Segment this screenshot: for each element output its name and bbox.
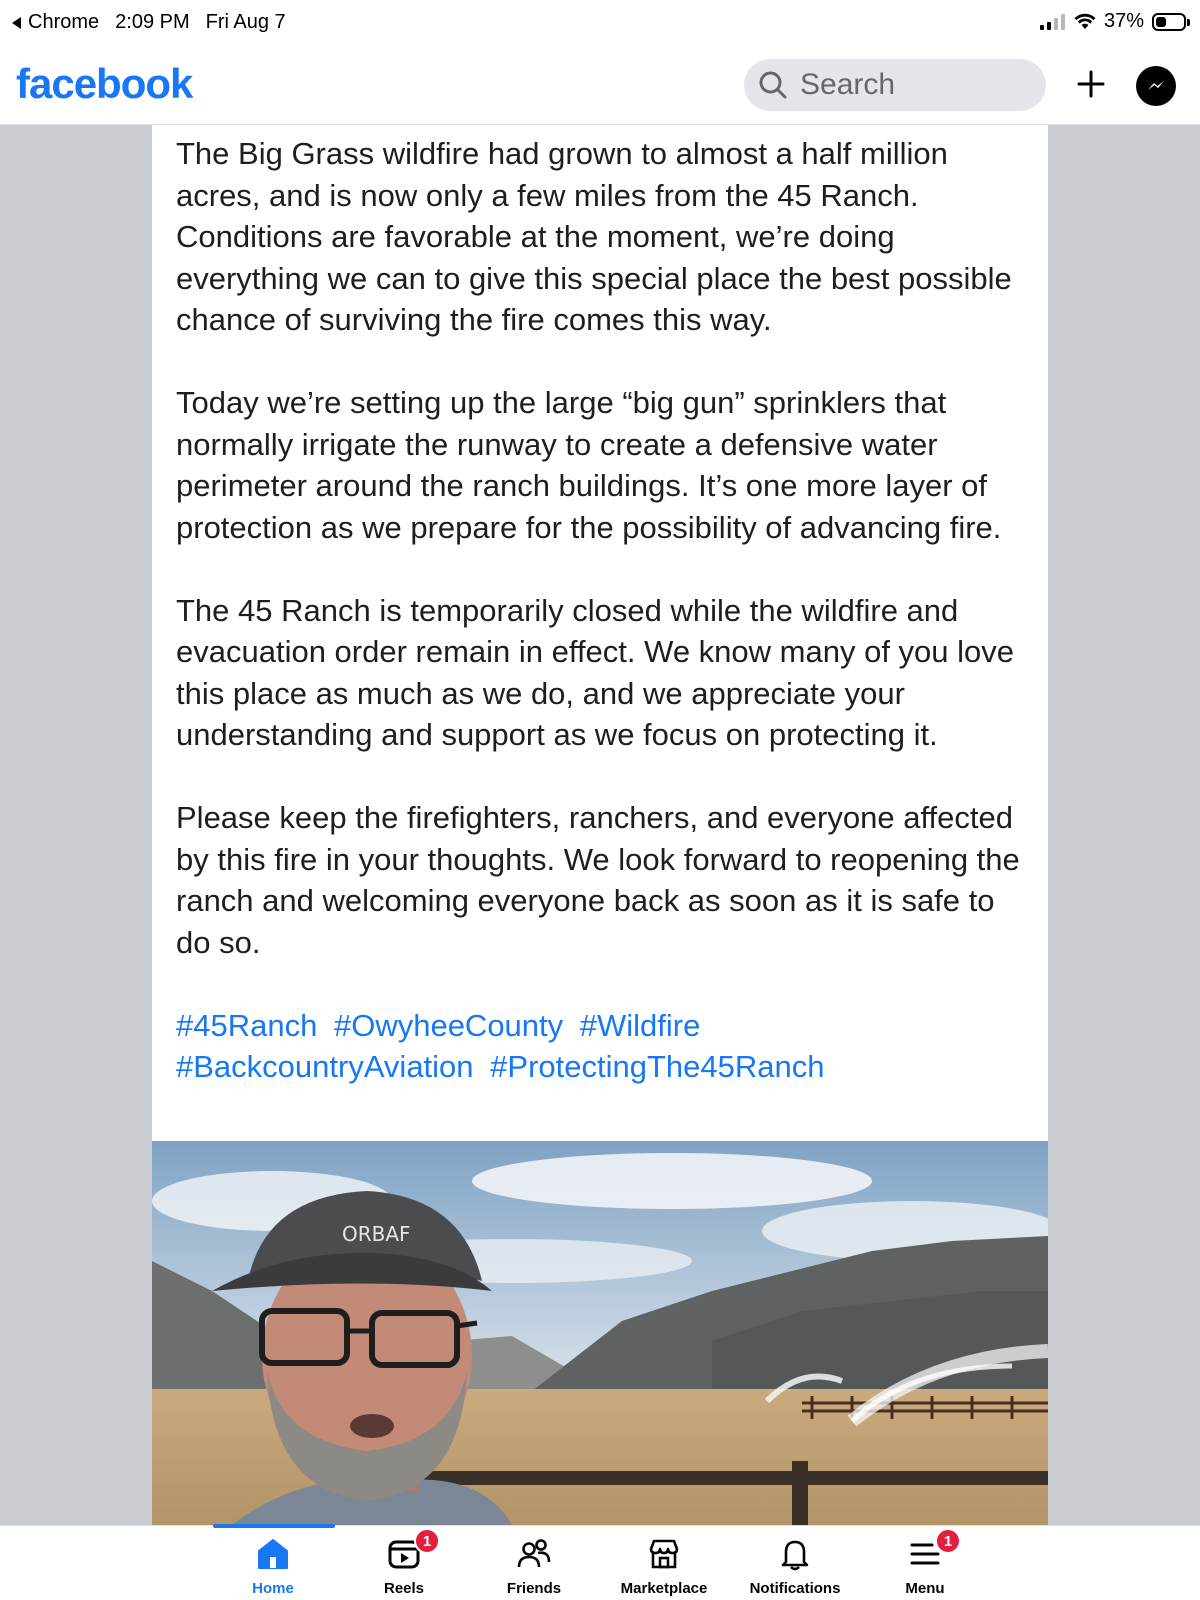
bottom-nav xyxy=(0,1525,1200,1600)
reels-badge: 1 xyxy=(414,1528,440,1554)
create-button[interactable] xyxy=(1074,62,1108,106)
status-bar xyxy=(0,0,1200,46)
status-date: Fri Aug 7 xyxy=(205,11,286,33)
nav-reels[interactable] xyxy=(339,1534,469,1598)
status-left xyxy=(10,11,286,34)
hashtag-link[interactable]: #Wildfire xyxy=(579,1007,701,1043)
plus-icon xyxy=(1077,70,1105,98)
nav-label: Reels xyxy=(383,1580,425,1597)
hashtag-link[interactable]: #ProtectingThe45Ranch xyxy=(490,1049,825,1084)
post-paragraph: The 45 Ranch is temporarily closed while the wildfire and evacuation order remain in effect. We know many of you love this place as much as we do, and we appreciate your understanding and support as we focus on protecting it. xyxy=(176,592,1015,752)
nav-label: Home xyxy=(252,1580,294,1597)
back-triangle-icon xyxy=(10,16,22,30)
post-paragraph: Today we’re setting up the large “big gun” sprinklers that normally irrigate the runway to create a defensive water perimeter around the ranch buildings. It’s one more layer of protection as we prepare for the possibility of advancing fire. xyxy=(176,385,1002,545)
hat-logo-text: ORBAF xyxy=(342,1222,411,1246)
hashtag-link[interactable]: #OwyheeCounty xyxy=(333,1007,564,1043)
bell-icon xyxy=(775,1534,815,1574)
marketplace-icon xyxy=(644,1534,684,1574)
hashtag-link[interactable]: #BackcountryAviation xyxy=(176,1049,474,1084)
friends-icon xyxy=(514,1534,554,1574)
post-video[interactable] xyxy=(152,1141,1048,1525)
nav-friends[interactable] xyxy=(469,1534,599,1598)
search-bar[interactable] xyxy=(744,59,1046,111)
cellular-signal-icon xyxy=(1040,14,1066,30)
nav-label: Notifications xyxy=(749,1580,841,1597)
post-paragraph: The Big Grass wildfire had grown to almost a half million acres, and is now only a few miles from the 45 Ranch. Conditions are favorable at the moment, we’re doing everything we can to give this special place the best possible chance of surviving the fire comes this way. xyxy=(176,136,1012,337)
post-card xyxy=(152,125,1048,1525)
hashtags xyxy=(176,1005,1024,1088)
battery-icon xyxy=(1152,13,1186,31)
reels-icon xyxy=(384,1532,432,1574)
active-tab-indicator xyxy=(213,1524,335,1528)
video-thumbnail xyxy=(152,1141,1048,1525)
battery-level xyxy=(1156,17,1166,27)
battery-percent: 37% xyxy=(1103,10,1144,32)
nav-home[interactable] xyxy=(208,1534,338,1598)
post-body xyxy=(152,125,1048,1088)
nav-label: Friends xyxy=(506,1580,562,1597)
facebook-logo[interactable]: facebook xyxy=(16,60,193,107)
nav-label: Menu xyxy=(905,1580,945,1597)
back-app-label: Chrome xyxy=(28,11,100,33)
nav-label: Marketplace xyxy=(620,1580,708,1597)
status-time: 2:09 PM xyxy=(115,11,190,33)
nav-notifications[interactable] xyxy=(730,1534,860,1598)
nav-marketplace[interactable] xyxy=(599,1534,729,1598)
hashtag-link[interactable]: #45Ranch xyxy=(176,1007,318,1043)
back-to-app-button[interactable] xyxy=(10,11,99,34)
wifi-icon xyxy=(1074,13,1096,30)
nav-menu[interactable] xyxy=(860,1534,990,1598)
search-icon xyxy=(758,70,788,100)
search-placeholder: Search xyxy=(800,68,896,101)
post-paragraph: Please keep the firefighters, ranchers, and everyone affected by this fire in your thoughts. We look forward to reopening the ranch and welcoming everyone back as soon as it is safe to do so. xyxy=(176,800,1020,960)
home-icon xyxy=(253,1534,293,1574)
messenger-icon xyxy=(1144,74,1168,98)
status-right xyxy=(1040,10,1186,33)
menu-badge: 1 xyxy=(935,1528,961,1554)
menu-icon xyxy=(905,1532,953,1574)
messenger-button[interactable] xyxy=(1136,66,1176,106)
facebook-header xyxy=(0,46,1200,125)
